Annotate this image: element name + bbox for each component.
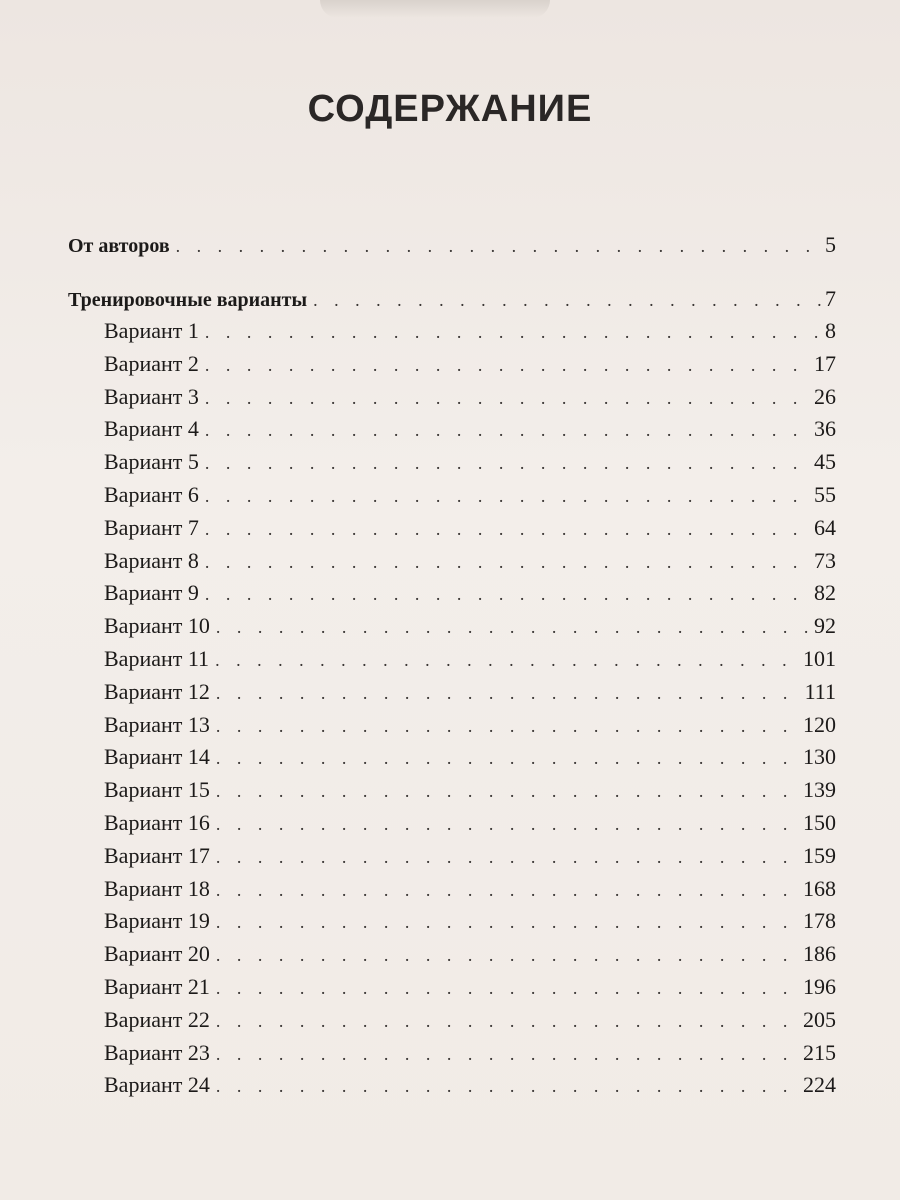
toc-entry-label: Вариант 21 <box>104 974 210 999</box>
dot-leader <box>205 448 810 478</box>
toc-entry-label: Вариант 7 <box>104 514 199 540</box>
toc-entry-label: Вариант 9 <box>104 580 199 606</box>
toc-entry <box>104 1005 836 1035</box>
dot-leader <box>215 645 799 675</box>
toc-entry-label: Вариант 14 <box>104 744 210 770</box>
toc-entry-label: Вариант 17 <box>104 842 210 868</box>
toc-entry-label: Вариант 6 <box>104 482 199 507</box>
toc-entry <box>104 1038 836 1068</box>
toc-entry-page-number: 64 <box>814 514 836 540</box>
toc-entry <box>104 841 836 871</box>
dot-leader <box>313 285 821 315</box>
dot-leader <box>216 940 799 970</box>
toc-entry-page-number: 159 <box>803 842 836 868</box>
toc-entry-label: Вариант 16 <box>104 810 210 835</box>
dot-leader <box>205 481 810 511</box>
dot-leader <box>216 678 801 708</box>
toc-entry <box>104 513 836 543</box>
toc-section-entry <box>68 230 836 260</box>
toc-entry <box>104 578 836 608</box>
toc-entry-label: Вариант 24 <box>104 1072 210 1098</box>
toc-entry-page-number: 26 <box>814 383 836 409</box>
toc-entry <box>104 644 836 674</box>
toc-entry-label: Вариант 4 <box>104 416 199 442</box>
toc-entry-page-number: 5 <box>825 232 836 257</box>
toc-entry-page-number: 186 <box>803 941 836 967</box>
toc-entry-page-number: 36 <box>814 416 836 442</box>
toc-entry-label: Вариант 3 <box>104 383 199 409</box>
dot-leader <box>216 743 799 773</box>
toc-entry-label: Вариант 22 <box>104 1006 210 1032</box>
toc-entry-page-number: 92 <box>814 613 836 639</box>
toc-entry <box>104 710 836 740</box>
toc-entry <box>104 349 836 379</box>
dot-leader <box>216 842 799 872</box>
toc-entry-page-number: 196 <box>803 974 836 999</box>
dot-leader <box>216 875 799 905</box>
toc-entry-page-number: 120 <box>803 711 836 737</box>
page-title: СОДЕРЖАНИЕ <box>307 88 593 130</box>
toc-entry-page-number: 17 <box>814 350 836 376</box>
dot-leader <box>216 612 810 642</box>
dot-leader <box>216 1039 799 1069</box>
dot-leader <box>176 231 821 261</box>
dot-leader <box>216 1071 799 1101</box>
toc-entry <box>104 611 836 641</box>
toc-entry-page-number: 205 <box>803 1006 836 1032</box>
toc-entry-page-number: 73 <box>814 547 836 573</box>
dot-leader <box>216 809 799 839</box>
toc-entry <box>104 1070 836 1100</box>
toc-entry <box>104 808 836 838</box>
toc-entry-page-number: 82 <box>814 580 836 606</box>
toc-entry <box>104 382 836 412</box>
dot-leader <box>205 317 821 347</box>
toc-entry-page-number: 130 <box>803 744 836 770</box>
toc-entry <box>104 906 836 936</box>
dot-leader <box>216 973 799 1003</box>
toc-entry <box>104 414 836 444</box>
toc-entry-label: Вариант 23 <box>104 1039 210 1065</box>
toc-entry-page-number: 215 <box>803 1039 836 1065</box>
toc-entry-label: От авторов <box>68 235 170 257</box>
dot-leader <box>205 547 810 577</box>
toc-entry <box>104 874 836 904</box>
toc-entry <box>104 742 836 772</box>
toc-entry-label: Вариант 5 <box>104 449 199 475</box>
toc-entry-label: Вариант 13 <box>104 711 210 737</box>
dot-leader <box>216 711 799 741</box>
toc-entry-label: Вариант 20 <box>104 941 210 967</box>
toc-entry <box>104 775 836 805</box>
toc-entry-label: Вариант 15 <box>104 777 210 803</box>
dot-leader <box>205 383 810 413</box>
toc-entry-label: Вариант 1 <box>104 318 199 343</box>
dot-leader <box>216 776 799 806</box>
toc-entry-label: Вариант 18 <box>104 875 210 901</box>
toc-entry-page-number: 8 <box>825 318 836 343</box>
toc-entry-page-number: 101 <box>803 646 836 671</box>
toc-entry-label: Вариант 19 <box>104 908 210 934</box>
toc-entry-label: Вариант 11 <box>104 646 210 671</box>
toc-entry <box>104 546 836 576</box>
toc-entry-page-number: 55 <box>814 482 836 507</box>
dot-leader <box>205 514 810 544</box>
toc-entry-label: Вариант 12 <box>104 678 210 704</box>
dot-leader <box>205 350 810 380</box>
dot-leader <box>205 579 810 609</box>
toc-entry-page-number: 111 <box>804 678 836 704</box>
toc-entry-page-number: 7 <box>825 286 836 311</box>
toc-entry-page-number: 168 <box>803 875 836 901</box>
toc-entry-page-number: 178 <box>803 908 836 934</box>
toc-entry <box>104 972 836 1002</box>
dot-leader <box>216 907 799 937</box>
toc-entry <box>104 316 836 346</box>
toc-entry <box>104 939 836 969</box>
toc-entry-label: Вариант 10 <box>104 613 210 639</box>
toc-section-entry <box>68 284 836 314</box>
dot-leader <box>205 415 810 445</box>
dot-leader <box>216 1006 799 1036</box>
toc-entry-label: Вариант 2 <box>104 350 199 376</box>
toc-entry-label: Вариант 8 <box>104 547 199 573</box>
toc-entry <box>104 480 836 510</box>
toc-entry <box>104 677 836 707</box>
toc-entry-page-number: 139 <box>803 777 836 803</box>
toc-entry-page-number: 224 <box>803 1072 836 1098</box>
toc-entry-label: Тренировочные варианты <box>68 289 308 311</box>
toc-entry-page-number: 45 <box>814 449 836 475</box>
toc-entry <box>104 447 836 477</box>
toc-entry-page-number: 150 <box>803 810 836 835</box>
